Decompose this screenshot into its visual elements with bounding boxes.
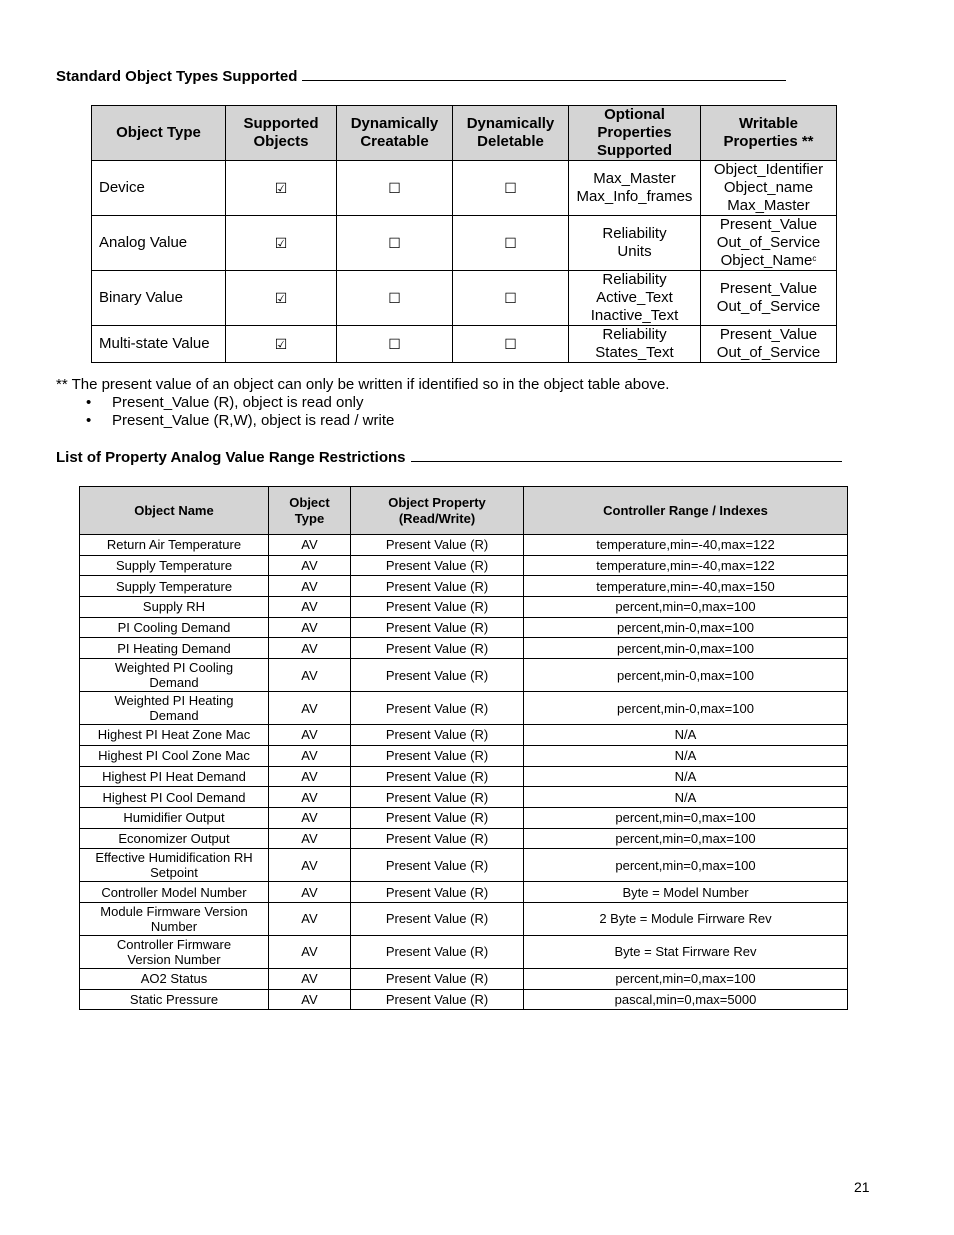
object-property-cell: Present Value (R) xyxy=(351,828,524,849)
creatable-checkbox-cell xyxy=(337,326,453,363)
object-property-cell: Present Value (R) xyxy=(351,597,524,618)
cell-line: Supply RH xyxy=(142,599,206,615)
table-row xyxy=(80,617,848,638)
controller-range-cell: temperature,min=-40,max=150 xyxy=(524,576,848,597)
table-row xyxy=(80,766,848,787)
cell-line: Humidifier Output xyxy=(123,810,225,826)
object-property-cell: Present Value (R) xyxy=(351,617,524,638)
unchecked-box-icon: ☐ xyxy=(504,234,517,251)
page-number: 21 xyxy=(854,1179,870,1195)
table-row xyxy=(80,638,848,659)
table-row xyxy=(80,576,848,597)
object-type-cell: AV xyxy=(269,828,351,849)
table-row xyxy=(80,725,848,746)
table-row xyxy=(80,935,848,968)
object-type-cell: Binary Value xyxy=(92,271,226,326)
object-type-cell: AV xyxy=(269,935,351,968)
table-header-row xyxy=(92,106,837,161)
writable-note: ** The present value of an object can only be written if identified so in the object table above. xyxy=(56,376,670,393)
controller-range-cell: percent,min-0,max=100 xyxy=(524,638,848,659)
object-name-cell xyxy=(80,597,269,618)
header-supported-objects: Supported Objects xyxy=(226,106,337,161)
writable-properties-cell xyxy=(701,161,837,216)
range-restrictions-table xyxy=(79,486,848,1010)
table-row xyxy=(92,161,837,216)
header-dynamically-creatable: Dynamically Creatable xyxy=(337,106,453,161)
note-bullet-list xyxy=(86,394,394,430)
object-name-cell xyxy=(80,902,269,935)
object-name-cell xyxy=(80,787,269,808)
object-type-cell: AV xyxy=(269,745,351,766)
cell-line: Out_of_Service xyxy=(716,298,821,315)
object-property-cell: Present Value (R) xyxy=(351,555,524,576)
cell-line: Present_Value xyxy=(719,280,818,297)
supported-checkbox-cell xyxy=(226,216,337,271)
controller-range-cell: percent,min-0,max=100 xyxy=(524,617,848,638)
controller-range-cell: percent,min=0,max=100 xyxy=(524,828,848,849)
object-type-cell: AV xyxy=(269,807,351,828)
cell-line: Reliability xyxy=(602,271,667,288)
object-property-cell: Present Value (R) xyxy=(351,849,524,882)
controller-range-cell: N/A xyxy=(524,745,848,766)
object-type-cell: AV xyxy=(269,597,351,618)
cell-line: Present_Value xyxy=(719,216,818,233)
cell-line: Demand xyxy=(149,675,199,691)
header-line: Supported xyxy=(243,115,319,132)
cell-line: Units xyxy=(617,243,652,260)
header-optional-properties: Optional Properties Supported xyxy=(569,106,701,161)
cell-line: Setpoint xyxy=(150,865,198,881)
table-row xyxy=(80,882,848,903)
object-name-cell xyxy=(80,692,269,725)
controller-range-cell: N/A xyxy=(524,787,848,808)
cell-line: Reliability xyxy=(602,326,667,343)
object-name-cell xyxy=(80,555,269,576)
cell-line: Supply Temperature xyxy=(115,558,233,574)
cell-line: Object_name xyxy=(723,179,814,196)
writable-properties-cell xyxy=(701,216,837,271)
supported-checkbox-cell xyxy=(226,271,337,326)
unchecked-box-icon: ☐ xyxy=(388,289,401,306)
object-property-cell: Present Value (R) xyxy=(351,902,524,935)
creatable-checkbox-cell xyxy=(337,161,453,216)
table-row xyxy=(80,555,848,576)
cell-line: Controller Firmware xyxy=(116,936,232,952)
section-heading-range-restrictions xyxy=(56,449,842,466)
controller-range-cell: 2 Byte = Module Firrware Rev xyxy=(524,902,848,935)
object-property-cell: Present Value (R) xyxy=(351,807,524,828)
object-type-cell: AV xyxy=(269,692,351,725)
controller-range-cell: percent,min=0,max=100 xyxy=(524,597,848,618)
cell-line: Active_Text xyxy=(596,289,673,306)
table-row xyxy=(80,659,848,692)
object-name-cell xyxy=(80,576,269,597)
object-type-cell: AV xyxy=(269,576,351,597)
bullet-read-write: • Present_Value (R,W), object is read / write xyxy=(86,412,394,430)
object-type-cell: AV xyxy=(269,638,351,659)
section-title: List of Property Analog Value Range Restrictions xyxy=(56,449,406,466)
object-name-cell xyxy=(80,849,269,882)
checked-box-icon: ☑ xyxy=(274,179,288,196)
checked-box-icon: ☑ xyxy=(274,335,288,352)
object-type-cell: AV xyxy=(269,968,351,989)
supported-checkbox-cell xyxy=(226,161,337,216)
controller-range-cell: percent,min=0,max=100 xyxy=(524,849,848,882)
cell-line: Out_of_Service xyxy=(716,344,821,361)
controller-range-cell: percent,min=0,max=100 xyxy=(524,807,848,828)
writable-properties-cell xyxy=(701,271,837,326)
table-row xyxy=(80,902,848,935)
table-row xyxy=(80,828,848,849)
cell-line: Effective Humidification RH xyxy=(95,850,253,866)
object-name-cell xyxy=(80,766,269,787)
cell-line: PI Heating Demand xyxy=(117,640,231,656)
creatable-checkbox-cell xyxy=(337,216,453,271)
creatable-checkbox-cell xyxy=(337,271,453,326)
cell-line: Reliability xyxy=(602,225,667,242)
object-property-cell: Present Value (R) xyxy=(351,989,524,1010)
object-name-cell xyxy=(80,828,269,849)
object-property-cell: Present Value (R) xyxy=(351,692,524,725)
object-name-cell xyxy=(80,535,269,556)
object-name-cell xyxy=(80,935,269,968)
object-property-cell: Present Value (R) xyxy=(351,659,524,692)
cell-line: Max_Info_frames xyxy=(576,188,693,205)
superscript: c xyxy=(812,254,817,263)
unchecked-box-icon: ☐ xyxy=(504,179,517,196)
writable-properties-cell xyxy=(701,326,837,363)
deletable-checkbox-cell xyxy=(453,216,569,271)
table-row xyxy=(80,968,848,989)
object-types-table xyxy=(91,105,837,363)
heading-rule xyxy=(302,80,786,81)
cell-line: States_Text xyxy=(595,344,674,361)
unchecked-box-icon: ☐ xyxy=(388,179,401,196)
optional-properties-cell xyxy=(569,326,701,363)
cell-line: Economizer Output xyxy=(118,830,230,846)
cell-line: Max_Master xyxy=(593,170,676,187)
section-heading-object-types xyxy=(56,68,786,85)
table-row xyxy=(80,989,848,1010)
deletable-checkbox-cell xyxy=(453,326,569,363)
optional-properties-cell xyxy=(569,161,701,216)
object-type-cell: Analog Value xyxy=(92,216,226,271)
object-name-cell xyxy=(80,617,269,638)
header-controller-range: Controller Range / Indexes xyxy=(524,487,848,535)
object-property-cell: Present Value (R) xyxy=(351,535,524,556)
object-type-cell: AV xyxy=(269,882,351,903)
table-header-row xyxy=(80,487,848,535)
object-type-cell: AV xyxy=(269,902,351,935)
unchecked-box-icon: ☐ xyxy=(504,335,517,352)
object-property-cell: Present Value (R) xyxy=(351,576,524,597)
cell-line: Highest PI Cool Zone Mac xyxy=(98,748,250,764)
object-type-cell: AV xyxy=(269,617,351,638)
cell-line: Demand xyxy=(149,708,199,724)
object-type-cell: AV xyxy=(269,535,351,556)
table-row xyxy=(80,745,848,766)
object-property-cell: Present Value (R) xyxy=(351,882,524,903)
cell-line: Weighted PI Heating xyxy=(114,693,234,709)
controller-range-cell: Byte = Stat Firrware Rev xyxy=(524,935,848,968)
cell-line: Number xyxy=(150,918,198,934)
object-type-cell: AV xyxy=(269,725,351,746)
object-property-cell: Present Value (R) xyxy=(351,935,524,968)
cell-line: Static Pressure xyxy=(129,991,219,1007)
object-property-cell: Present Value (R) xyxy=(351,766,524,787)
object-name-cell xyxy=(80,638,269,659)
supported-checkbox-cell xyxy=(226,326,337,363)
cell-line: Present_Value xyxy=(719,326,818,343)
object-type-cell: AV xyxy=(269,849,351,882)
object-type-cell: AV xyxy=(269,659,351,692)
object-name-cell xyxy=(80,725,269,746)
deletable-checkbox-cell xyxy=(453,271,569,326)
bullet-read-only: • Present_Value (R), object is read only xyxy=(86,394,394,412)
cell-line: Out_of_Service xyxy=(716,234,821,251)
object-name-cell xyxy=(80,659,269,692)
header-object-property: Object Property (Read/Write) xyxy=(351,487,524,535)
table-row xyxy=(92,216,837,271)
cell-line: Version Number xyxy=(127,951,221,967)
object-type-cell: AV xyxy=(269,555,351,576)
table-row xyxy=(80,849,848,882)
cell-line: Max_Master xyxy=(727,197,810,214)
cell-line: Module Firmware Version xyxy=(100,903,248,919)
cell-line: Object_Name$^c$ xyxy=(720,252,817,269)
object-name-cell xyxy=(80,989,269,1010)
table-row xyxy=(80,597,848,618)
object-type-cell: Multi-state Value xyxy=(92,326,226,363)
controller-range-cell: pascal,min=0,max=5000 xyxy=(524,989,848,1010)
table-row xyxy=(80,807,848,828)
controller-range-cell: temperature,min=-40,max=122 xyxy=(524,555,848,576)
object-property-cell: Present Value (R) xyxy=(351,725,524,746)
object-name-cell xyxy=(80,882,269,903)
cell-line: Weighted PI Cooling xyxy=(114,660,234,676)
table-row xyxy=(80,692,848,725)
controller-range-cell: Byte = Model Number xyxy=(524,882,848,903)
checked-box-icon: ☑ xyxy=(274,234,288,251)
checked-box-icon: ☑ xyxy=(274,289,288,306)
cell-line: AO2 Status xyxy=(140,971,208,987)
unchecked-box-icon: ☐ xyxy=(504,289,517,306)
controller-range-cell: percent,min-0,max=100 xyxy=(524,692,848,725)
object-name-cell xyxy=(80,745,269,766)
cell-line: Highest PI Heat Demand xyxy=(102,768,246,784)
object-name-cell xyxy=(80,807,269,828)
table-row xyxy=(92,271,837,326)
cell-line: PI Cooling Demand xyxy=(117,620,231,636)
header-object-type: Object Type xyxy=(269,487,351,535)
header-object-name: Object Name xyxy=(80,487,269,535)
header-writable-properties: Writable Properties ** xyxy=(701,106,837,161)
object-type-cell: AV xyxy=(269,989,351,1010)
optional-properties-cell xyxy=(569,216,701,271)
object-type-cell: AV xyxy=(269,766,351,787)
header-object-type: Object Type xyxy=(92,106,226,161)
table-row xyxy=(80,535,848,556)
object-property-cell: Present Value (R) xyxy=(351,745,524,766)
cell-line: Controller Model Number xyxy=(101,884,247,900)
controller-range-cell: N/A xyxy=(524,766,848,787)
optional-properties-cell xyxy=(569,271,701,326)
table-row xyxy=(92,326,837,363)
cell-line: Object_Identifier xyxy=(713,161,824,178)
object-name-cell xyxy=(80,968,269,989)
object-type-cell: Device xyxy=(92,161,226,216)
cell-line: Inactive_Text xyxy=(590,307,679,324)
object-property-cell: Present Value (R) xyxy=(351,638,524,659)
table-row xyxy=(80,787,848,808)
object-type-cell: AV xyxy=(269,787,351,808)
object-property-cell: Present Value (R) xyxy=(351,787,524,808)
object-property-cell: Present Value (R) xyxy=(351,968,524,989)
controller-range-cell: percent,min-0,max=100 xyxy=(524,659,848,692)
cell-line: Supply Temperature xyxy=(115,578,233,594)
cell-line: Highest PI Cool Demand xyxy=(102,789,246,805)
controller-range-cell: percent,min=0,max=100 xyxy=(524,968,848,989)
deletable-checkbox-cell xyxy=(453,161,569,216)
section-title: Standard Object Types Supported xyxy=(56,68,298,85)
heading-rule xyxy=(411,461,842,462)
header-dynamically-deletable: Dynamically Deletable xyxy=(453,106,569,161)
unchecked-box-icon: ☐ xyxy=(388,234,401,251)
unchecked-box-icon: ☐ xyxy=(388,335,401,352)
cell-line: Highest PI Heat Zone Mac xyxy=(97,727,251,743)
cell-line: Return Air Temperature xyxy=(106,537,242,553)
controller-range-cell: temperature,min=-40,max=122 xyxy=(524,535,848,556)
controller-range-cell: N/A xyxy=(524,725,848,746)
